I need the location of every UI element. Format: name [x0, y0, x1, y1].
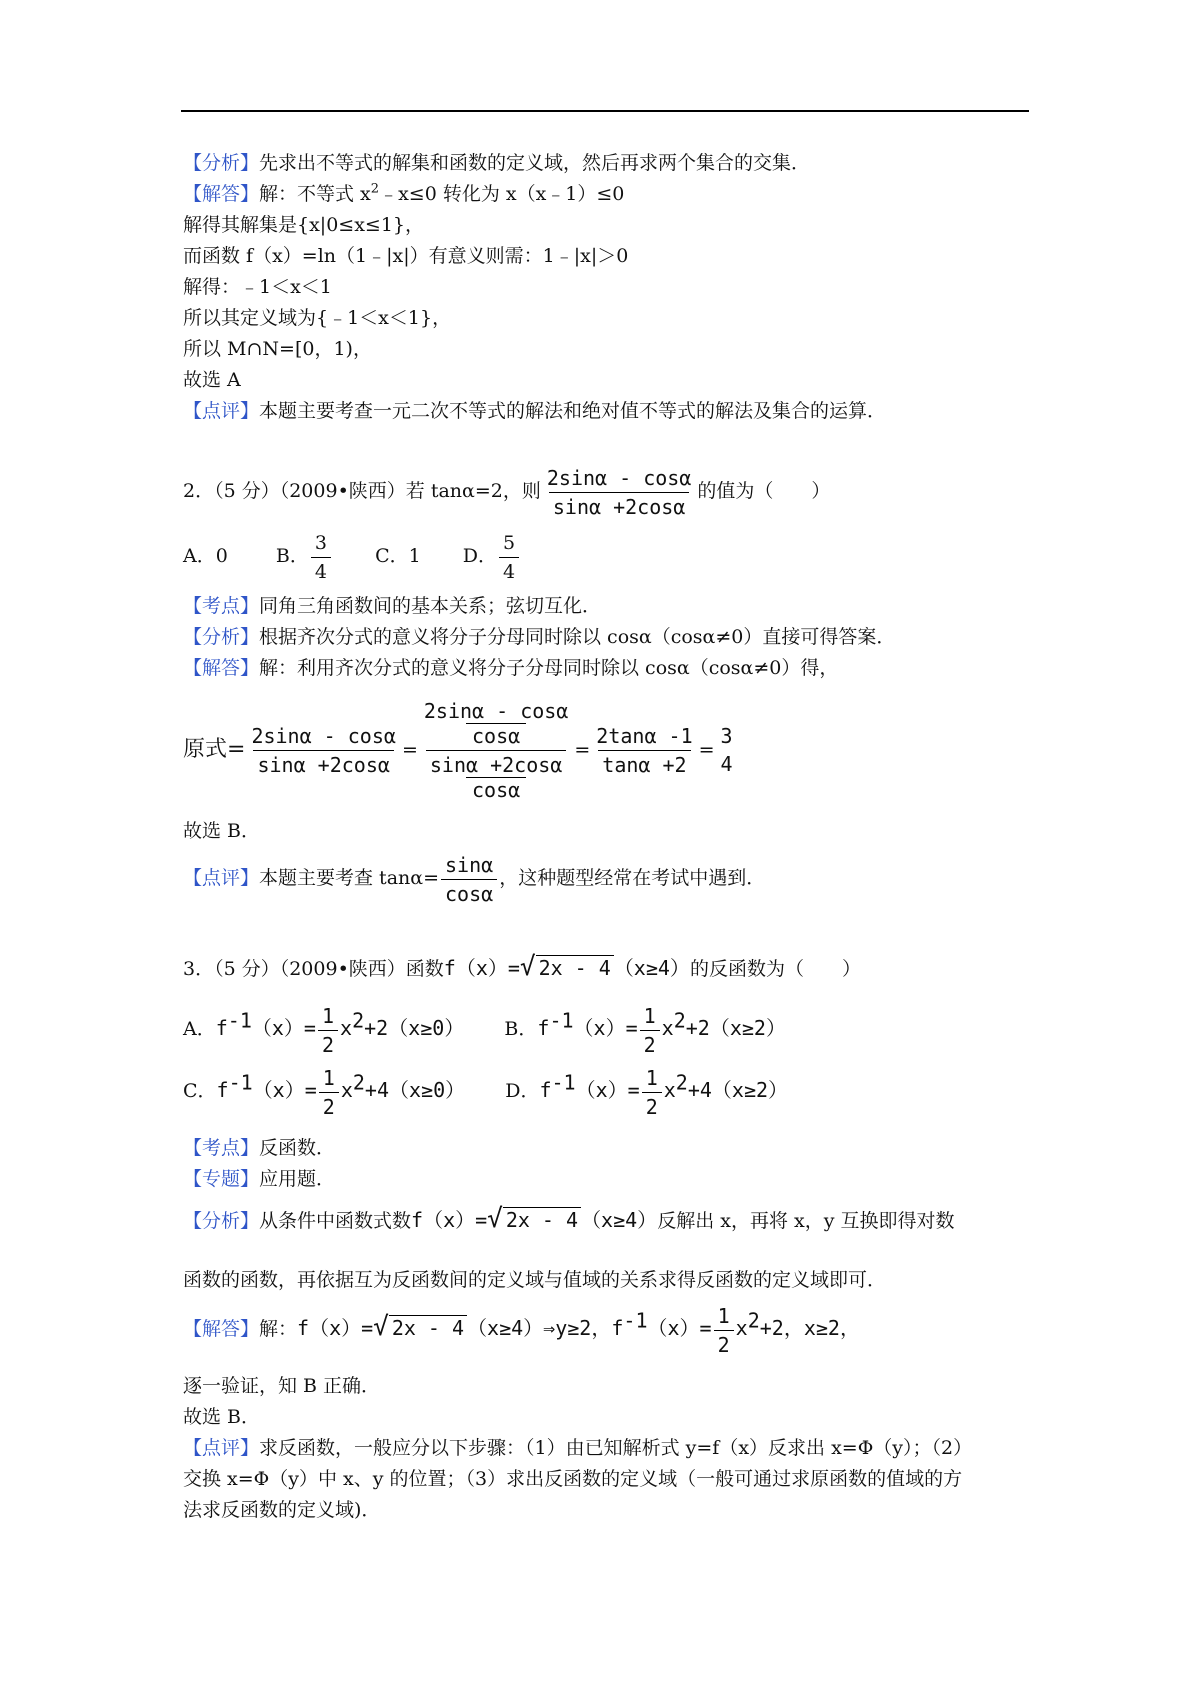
q2-option-d-fraction: [499, 531, 519, 584]
q2-eq-frac-1: [247, 724, 400, 777]
q3-answer-sup: -1: [623, 1308, 648, 1333]
q2-eq-eq1: =: [401, 739, 418, 761]
q2-eq-eq3: =: [698, 739, 715, 761]
q2-answer-text: 解：利用齐次分式的意义将分子分母同时除以 cosα（cosα≠0）得，: [259, 657, 839, 679]
q3-topic-tag: 【专题】: [183, 1168, 260, 1190]
q3-answer-a: 解：: [259, 1318, 298, 1340]
q3-option-d-x: x: [663, 1078, 676, 1102]
q3-option-b-frac: [640, 1004, 660, 1057]
q3-analysis-line: [183, 1202, 954, 1239]
q3-option-b-sup: -1: [549, 1008, 574, 1033]
q3-option-a-sup: -1: [227, 1008, 252, 1033]
q2-eq-frac-4: [717, 724, 737, 776]
q3-stem-sqrt: [520, 954, 614, 980]
q3-analysis-line-2: 函数的函数，再依据互为反函数间的定义域与值域的关系求得反函数的定义域即可．: [183, 1269, 887, 1291]
choose-line: 故选 A: [183, 369, 241, 391]
q2-option-d-label: D．: [462, 545, 498, 567]
q3-option-a-post: +2（x≥0）: [364, 1016, 465, 1040]
q3-answer-dom: （x≥4）⇒y≥2，: [467, 1316, 612, 1340]
q2-eq-frac-2: [420, 699, 573, 802]
q3-answer-tag: 【解答】: [183, 1318, 260, 1340]
q2-analysis-line: [183, 624, 895, 650]
q3-option-b-mid: （x）=: [573, 1016, 638, 1040]
q2-comment-tag: 【点评】: [183, 867, 260, 889]
q2-stem: [183, 465, 830, 519]
q3-option-c-num: 1: [322, 1065, 335, 1090]
solution-line-4: 而函数 f（x）=ln（1﹣|x|）有意义则需：1﹣|x|＞0: [183, 245, 629, 267]
q2-option-b-fraction: [311, 531, 331, 584]
q3-option-b-x: x: [661, 1016, 674, 1040]
q3-option-b-post: +2（x≥2）: [685, 1016, 786, 1040]
q3-answer-f: f（x）=: [297, 1316, 374, 1340]
q2-keypoint-text: 同角三角函数间的基本关系；弦切互化．: [259, 595, 602, 617]
comment-tag: 【点评】: [183, 400, 260, 422]
answer-line: [183, 181, 624, 207]
q3-comment-text-1: 求反函数，一般应分以下步骤：（1）由已知解析式 y=f（x）反求出 x=Φ（y）；（2）: [259, 1437, 973, 1459]
q3-option-d-den: 2: [642, 1092, 662, 1119]
q3-comment-line-1: [183, 1435, 972, 1461]
q2-eq-f2-bot-den: cosα: [466, 777, 526, 802]
q3-stem-dom: （x≥4）: [613, 956, 690, 980]
q3-answer-sqrt: [373, 1314, 467, 1340]
q3-stem-b: 的反函数为（ ）: [689, 958, 861, 980]
solution-line-5: 解得：﹣1＜x＜1: [183, 276, 332, 298]
q3-comment-tag: 【点评】: [183, 1437, 260, 1459]
q3-option-c-pre: f: [216, 1078, 229, 1102]
answer-tag: 【解答】: [183, 183, 260, 205]
q2-comment-num: sinα: [445, 852, 494, 877]
q3-option-d-post: +4（x≥2）: [687, 1078, 789, 1102]
q3-keypoint-text: 反函数．: [259, 1137, 336, 1159]
q2-option-b[interactable]: [275, 531, 333, 583]
q3-option-d-frac: [642, 1066, 662, 1119]
q2-comment-den: cosα: [441, 879, 497, 906]
q2-eq-eq2: =: [574, 739, 591, 761]
q2-option-d-den: 4: [499, 557, 519, 584]
q3-comment-line-3: 法求反函数的定义域)．: [183, 1499, 381, 1521]
q3-option-c[interactable]: [183, 1065, 466, 1119]
q3-option-d-label: D．: [505, 1080, 540, 1102]
q3-answer-line: [183, 1300, 860, 1357]
q3-analysis-f: f（x）=: [411, 1208, 488, 1232]
q3-option-c-label: C．: [183, 1080, 217, 1102]
q3-answer-den: 2: [714, 1330, 734, 1357]
q2-eq-f2-top-num: 2sinα - cosα: [423, 698, 569, 723]
q2-comment-a: 本题主要考查 tanα=: [259, 867, 440, 889]
q2-eq-f2-top: [420, 699, 573, 750]
q3-option-d[interactable]: [505, 1065, 789, 1119]
q2-keypoint-line: [183, 593, 601, 619]
q3-stem: [183, 950, 861, 987]
q3-option-d-xsup: 2: [675, 1070, 688, 1095]
analysis-text: 先求出不等式的解集和函数的定义域，然后再求两个集合的交集．: [259, 152, 811, 174]
q3-option-a-label: A．: [183, 1018, 216, 1040]
q3-topic-text: 应用题．: [259, 1168, 336, 1190]
header-rule: [181, 110, 1029, 112]
q3-option-a[interactable]: [183, 1003, 465, 1057]
q2-eq-f1-num: 2sinα - cosα: [251, 723, 396, 748]
q2-eq-f4-den: 4: [720, 752, 733, 776]
q3-option-c-mid: （x）=: [252, 1078, 317, 1102]
q2-stem-b: 的值为（ ）: [697, 480, 831, 502]
q3-option-a-x: x: [340, 1016, 353, 1040]
q3-answer-mid: （x）=: [647, 1316, 712, 1340]
q2-eq-f3-den: tanα +2: [598, 750, 690, 777]
q2-option-d[interactable]: [462, 531, 521, 583]
q2-option-d-num: 5: [503, 531, 516, 554]
q3-analysis-tag: 【分析】: [183, 1210, 260, 1232]
q3-stem-a: 3．（5 分）（2009•陕西）函数: [183, 958, 444, 980]
q2-stem-num: 2sinα - cosα: [546, 465, 692, 490]
q3-analysis-sqrt: [487, 1206, 581, 1232]
q2-equation: [183, 690, 739, 810]
q3-option-b-pre: f: [537, 1016, 550, 1040]
q2-comment-b: ，这种题型经常在考试中遇到．: [499, 867, 766, 889]
q2-eq-f2-top-den: cosα: [466, 723, 526, 748]
q3-option-b[interactable]: [504, 1003, 786, 1057]
sqrt-icon: √: [487, 1204, 503, 1234]
q2-analysis-text: 根据齐次分式的意义将分子分母同时除以 cosα（cosα≠0）直接可得答案．: [259, 626, 896, 648]
q3-answer-frac: [714, 1304, 734, 1357]
q2-answer-tag: 【解答】: [183, 657, 260, 679]
q3-option-d-num: 1: [645, 1065, 658, 1090]
q3-option-c-post: +4（x≥0）: [364, 1078, 466, 1102]
q3-stem-f: f（x）=: [443, 956, 520, 980]
answer-text-a: 解：不等式 x: [259, 183, 371, 205]
analysis-tag: 【分析】: [183, 152, 260, 174]
q3-analysis-dom: （x≥4）: [581, 1208, 658, 1232]
q2-eq-frac-3: [592, 724, 696, 777]
sqrt-icon: √: [373, 1312, 389, 1342]
q2-eq-f4-num: 3: [720, 724, 733, 748]
q2-choose: 故选 B．: [183, 820, 261, 842]
q3-option-a-pre: f: [215, 1016, 228, 1040]
q2-comment-line: [183, 850, 765, 906]
q2-eq-f1-den: sinα +2cosα: [253, 750, 393, 777]
q2-option-a[interactable]: A．0: [183, 545, 228, 567]
q2-eq-f3-num: 2tanα -1: [596, 723, 693, 748]
q3-option-c-den: 2: [319, 1092, 339, 1119]
q3-option-b-den: 2: [640, 1030, 660, 1057]
q3-option-a-den: 2: [318, 1030, 338, 1057]
q3-option-a-frac: [318, 1004, 338, 1057]
q2-answer-line: [183, 655, 838, 681]
q3-option-d-pre: f: [539, 1078, 552, 1102]
q3-option-b-xsup: 2: [673, 1008, 686, 1033]
q3-analysis-b: 反解出 x，再将 x，y 互换即得对数: [657, 1210, 955, 1232]
q3-answer-xsup: 2: [747, 1308, 760, 1333]
q2-option-b-num: 3: [314, 531, 327, 554]
q2-eq-f2-bot: [426, 750, 566, 802]
comment-text: 本题主要考查一元二次不等式的解法和绝对值不等式的解法及集合的运算．: [259, 400, 887, 422]
q3-keypoint-tag: 【考点】: [183, 1137, 260, 1159]
q2-option-b-label: B．: [275, 545, 309, 567]
q2-comment-frac: [441, 853, 497, 906]
solution-line-7: 所以 M∩N=[0，1)，: [183, 338, 372, 360]
q3-analysis-rad: 2x - 4: [503, 1207, 581, 1232]
q3-option-c-sup: -1: [228, 1070, 253, 1095]
q3-comment-line-2: 交换 x=Φ（y）中 x、y 的位置；（3）求出反函数的定义域（一般可通过求原函数的值域的方: [183, 1468, 963, 1490]
analysis-line: [183, 150, 810, 176]
q2-option-c[interactable]: C．1: [375, 545, 421, 567]
q2-keypoint-tag: 【考点】: [183, 595, 260, 617]
q2-options: [183, 530, 521, 584]
q3-answer-inv: f: [611, 1316, 624, 1340]
q3-options-row-1: [183, 1000, 786, 1057]
solution-line-6: 所以其定义域为{﹣1＜x＜1}，: [183, 307, 452, 329]
q2-stem-den: sinα +2cosα: [549, 492, 689, 519]
q3-topic-line: [183, 1166, 335, 1192]
q3-options-row-2: [183, 1062, 788, 1119]
q3-answer-x: x: [735, 1316, 748, 1340]
answer-text-b: ﹣x≤0 转化为 x（x﹣1）≤0: [379, 183, 625, 205]
q3-answer-post: +2，x≥2，: [759, 1316, 860, 1340]
sqrt-icon: √: [519, 952, 536, 982]
q3-choose: 故选 B．: [183, 1406, 261, 1428]
q3-option-a-xsup: 2: [352, 1008, 365, 1033]
answer-sup: 2: [370, 181, 380, 197]
q3-option-c-frac: [319, 1066, 339, 1119]
q2-analysis-tag: 【分析】: [183, 626, 260, 648]
q3-stem-rad: 2x - 4: [536, 955, 614, 980]
q2-stem-fraction: [543, 466, 696, 519]
q3-answer-num: 1: [717, 1303, 730, 1328]
q3-option-d-mid: （x）=: [575, 1078, 640, 1102]
q3-option-c-x: x: [340, 1078, 353, 1102]
q3-option-d-sup: -1: [551, 1070, 576, 1095]
q3-option-a-num: 1: [321, 1003, 335, 1028]
q2-stem-a: 2．（5 分）（2009•陕西）若 tanα=2，则: [183, 480, 541, 502]
q3-option-a-mid: （x）=: [251, 1016, 316, 1040]
q3-option-c-xsup: 2: [352, 1070, 365, 1095]
q3-option-b-label: B．: [504, 1018, 538, 1040]
solution-line-3: 解得其解集是{x|0≤x≤1}，: [183, 214, 425, 236]
q3-verify: 逐一验证，知 B 正确．: [183, 1375, 381, 1397]
q2-eq-f2-bot-num: sinα +2cosα: [429, 752, 563, 777]
q2-eq-lead: 原式=: [183, 737, 246, 762]
q3-keypoint-line: [183, 1135, 335, 1161]
comment-line: [183, 398, 886, 424]
q3-option-b-num: 1: [643, 1003, 656, 1028]
q3-analysis-a: 从条件中函数式数: [259, 1210, 412, 1232]
q3-answer-rad: 2x - 4: [389, 1315, 467, 1340]
q2-option-b-den: 4: [311, 557, 331, 584]
